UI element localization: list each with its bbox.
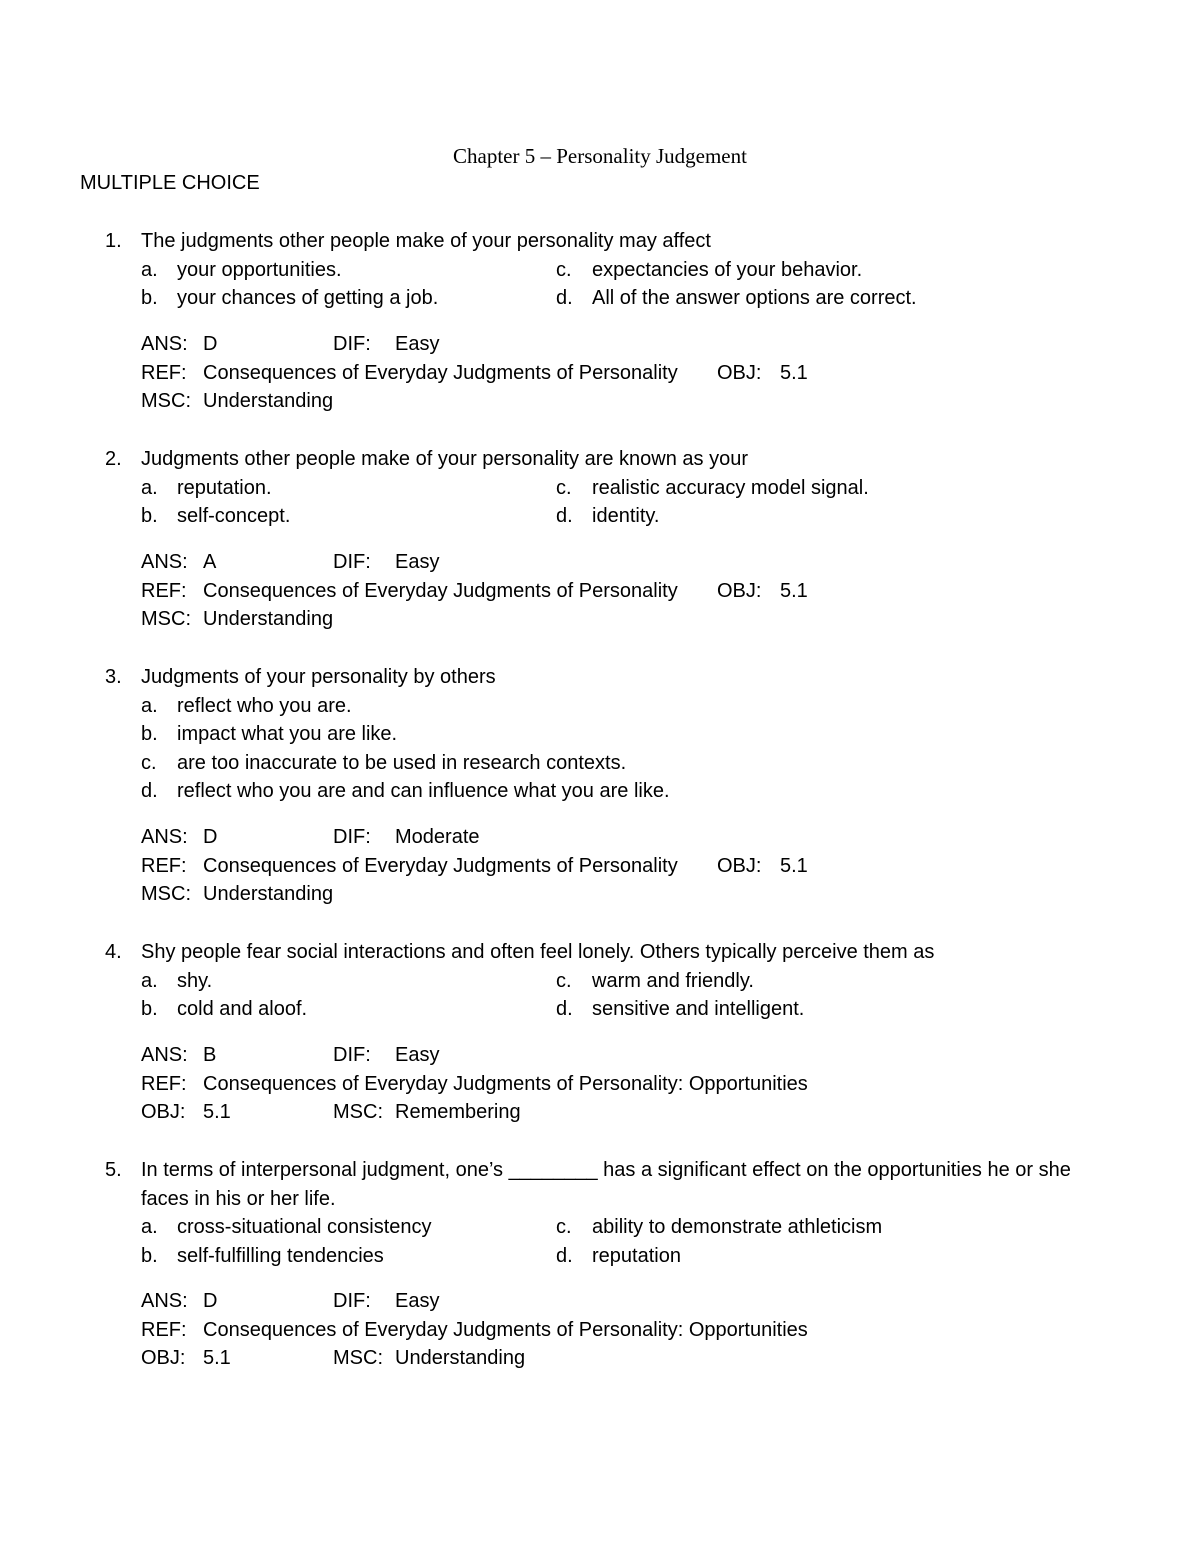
option-text: self-concept. (177, 505, 291, 528)
page-title: Chapter 5 – Personality Judgement (453, 144, 747, 168)
obj-value: 5.1 (780, 854, 808, 877)
dif-value: Easy (395, 551, 440, 573)
ref-label: REF: (141, 854, 187, 877)
option-letter: c. (141, 751, 157, 774)
option-text: realistic accuracy model signal. (592, 476, 869, 499)
ans-value: D (203, 826, 218, 848)
dif-value: Easy (395, 1044, 440, 1066)
option-text: cold and aloof. (177, 998, 308, 1021)
option-text: All of the answer options are correct. (592, 287, 917, 310)
option-letter: b. (141, 505, 158, 528)
option-text: cross-situational consistency (177, 1216, 432, 1239)
option-text: reputation. (177, 476, 272, 499)
option-letter: d. (556, 287, 573, 310)
option-text: ability to demonstrate athleticism (592, 1216, 883, 1239)
ans-label: ANS: (141, 333, 188, 355)
question-stem: In terms of interpersonal judgment, one’s ________ has a significant effect on the opportunities he or she faces in his or her life. (141, 1159, 1071, 1210)
obj-label: OBJ: (141, 1101, 186, 1124)
dif-label: DIF: (333, 333, 371, 355)
dif-value: Easy (395, 333, 440, 355)
question-number: 4. (105, 941, 122, 963)
ref-label: REF: (141, 1318, 187, 1341)
option-letter: b. (141, 723, 158, 746)
obj-label: OBJ: (717, 361, 762, 384)
question-number: 2. (105, 448, 122, 470)
ref-value: Consequences of Everyday Judgments of Personality: Opportunities (203, 1072, 808, 1095)
ref-value: Consequences of Everyday Judgments of Personality (203, 579, 678, 602)
option-letter: c. (556, 258, 572, 281)
obj-value: 5.1 (203, 1347, 231, 1370)
option-text: sensitive and intelligent. (592, 998, 805, 1021)
dif-value: Moderate (395, 826, 480, 848)
option-letter: d. (556, 505, 573, 528)
ans-value: B (203, 1044, 217, 1066)
option-letter: b. (141, 287, 158, 310)
option-letter: a. (141, 476, 158, 499)
ref-value: Consequences of Everyday Judgments of Personality: Opportunities (203, 1318, 808, 1341)
msc-label: MSC: (333, 1101, 383, 1124)
option-letter: b. (141, 1244, 158, 1267)
option-text: shy. (177, 969, 213, 992)
question-number: 3. (105, 666, 122, 688)
option-letter: c. (556, 476, 572, 499)
msc-label: MSC: (333, 1347, 383, 1370)
ans-label: ANS: (141, 1290, 188, 1312)
option-letter: a. (141, 1216, 158, 1239)
option-text: expectancies of your behavior. (592, 258, 863, 281)
option-text: are too inaccurate to be used in research contexts. (177, 751, 627, 774)
ref-label: REF: (141, 1072, 187, 1095)
option-letter: b. (141, 998, 158, 1021)
msc-value: Understanding (203, 390, 334, 413)
ref-value: Consequences of Everyday Judgments of Personality (203, 361, 678, 384)
dif-value: Easy (395, 1290, 440, 1312)
option-text: warm and friendly. (592, 969, 754, 992)
option-letter: a. (141, 694, 158, 717)
option-letter: d. (556, 998, 573, 1021)
option-text: identity. (592, 505, 660, 528)
obj-value: 5.1 (780, 579, 808, 602)
obj-label: OBJ: (717, 579, 762, 602)
msc-value: Understanding (203, 608, 334, 631)
option-text: reputation (592, 1244, 681, 1267)
dif-label: DIF: (333, 1044, 371, 1066)
ans-value: D (203, 333, 218, 355)
option-letter: c. (556, 1216, 572, 1239)
ans-value: A (203, 551, 217, 573)
question-stem: Judgments other people make of your personality are known as your (141, 448, 749, 470)
msc-label: MSC: (141, 390, 191, 413)
section-heading: MULTIPLE CHOICE (80, 172, 260, 194)
option-letter: a. (141, 258, 158, 281)
dif-label: DIF: (333, 551, 371, 573)
ref-label: REF: (141, 579, 187, 602)
option-text: reflect who you are. (177, 694, 352, 717)
obj-label: OBJ: (717, 854, 762, 877)
ans-value: D (203, 1290, 218, 1312)
option-text: your chances of getting a job. (177, 287, 439, 310)
ref-label: REF: (141, 361, 187, 384)
ans-label: ANS: (141, 1044, 188, 1066)
option-text: self-fulfilling tendencies (177, 1244, 384, 1267)
question-number: 5. (105, 1159, 122, 1181)
question-stem: The judgments other people make of your personality may affect (141, 230, 711, 252)
obj-value: 5.1 (203, 1101, 231, 1124)
dif-label: DIF: (333, 1290, 371, 1312)
option-letter: a. (141, 969, 158, 992)
question-number: 1. (105, 230, 122, 252)
msc-label: MSC: (141, 883, 191, 906)
option-letter: d. (141, 780, 158, 803)
obj-value: 5.1 (780, 361, 808, 384)
ans-label: ANS: (141, 551, 188, 573)
dif-label: DIF: (333, 826, 371, 848)
msc-value: Remembering (395, 1101, 521, 1124)
question-stem: Shy people fear social interactions and often feel lonely. Others typically perceive them as (141, 941, 935, 963)
msc-value: Understanding (395, 1347, 526, 1370)
msc-label: MSC: (141, 608, 191, 631)
option-letter: d. (556, 1244, 573, 1267)
ans-label: ANS: (141, 826, 188, 848)
option-letter: c. (556, 969, 572, 992)
question-stem: Judgments of your personality by others (141, 666, 496, 688)
option-text: your opportunities. (177, 258, 342, 281)
option-text: reflect who you are and can influence what you are like. (177, 780, 670, 803)
msc-value: Understanding (203, 883, 334, 906)
option-text: impact what you are like. (177, 723, 398, 746)
ref-value: Consequences of Everyday Judgments of Personality (203, 854, 678, 877)
obj-label: OBJ: (141, 1347, 186, 1370)
